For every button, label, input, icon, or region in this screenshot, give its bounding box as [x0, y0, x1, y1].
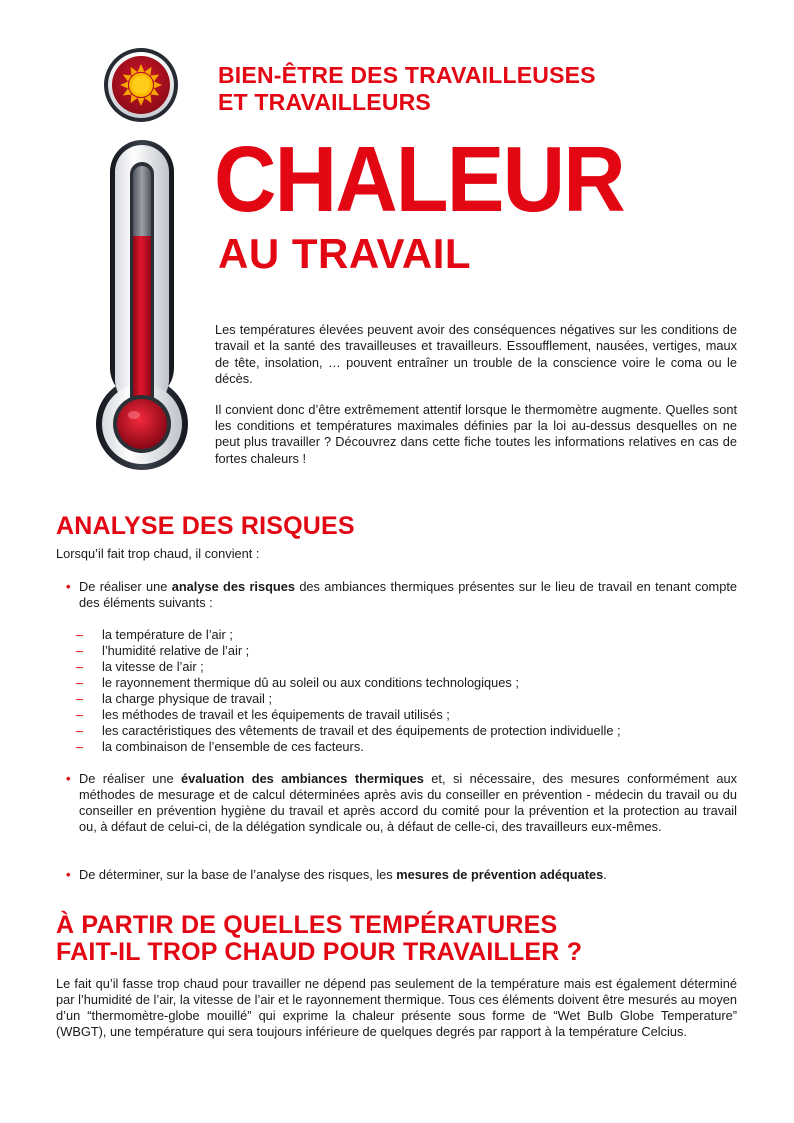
- kicker-line-2: ET TRAVAILLEURS: [218, 89, 431, 115]
- bullet-text-before: De réaliser une: [79, 771, 182, 786]
- list-item-text: la combinaison de l’ensemble de ces facteurs.: [102, 739, 364, 754]
- page-title: CHALEUR: [214, 127, 624, 231]
- bullet-text-after: .: [603, 867, 607, 882]
- bullet-text-before: De déterminer, sur la base de l’analyse des risques, les: [79, 867, 397, 882]
- section-lead: Lorsqu’il fait trop chaud, il convient :: [56, 546, 260, 561]
- bullet-mesures-prevention: [66, 867, 737, 883]
- dash-marker: –: [76, 691, 84, 706]
- list-item-text: la vitesse de l’air ;: [102, 659, 204, 674]
- list-item: [76, 659, 736, 675]
- list-item: [76, 643, 736, 659]
- list-item-text: la charge physique de travail ;: [102, 691, 273, 706]
- kicker-line-1: BIEN-ÊTRE DES TRAVAILLEUSES: [218, 62, 596, 88]
- intro-paragraph-1: Les températures élevées peuvent avoir des conséquences négatives sur les conditions de travail et la santé des travailleuses et travailleurs. Essoufflement, nausées, vertiges, maux de tête, insolation, … pouvent entraîner un trouble de la conscience voire le coma ou le décès.: [215, 322, 737, 387]
- bullet-text: [79, 771, 737, 835]
- bullet-marker: •: [66, 579, 71, 594]
- dash-marker: –: [76, 627, 84, 642]
- section-heading-risques: ANALYSE DES RISQUES: [56, 512, 355, 540]
- list-item: [76, 723, 736, 739]
- bullet-text: [79, 867, 737, 883]
- header-kicker: [218, 62, 596, 116]
- factors-list: [76, 627, 736, 755]
- bullet-analyse-risques: [66, 579, 737, 611]
- bullet-text: [79, 579, 737, 611]
- list-item-text: la température de l’air ;: [102, 627, 233, 642]
- list-item: [76, 739, 736, 755]
- list-item: [76, 707, 736, 723]
- bullet-text-bold: analyse des risques: [171, 579, 295, 594]
- heading-line-1: À PARTIR DE QUELLES TEMPÉRATURES: [56, 911, 558, 939]
- section-paragraph: Le fait qu’il fasse trop chaud pour travailler ne dépend pas seulement de la température mais est également déterminé par l’humidité de l’air, la vitesse de l’air et le rayonnement thermique. Tous ces éléments doivent être mesurés au moyen d’un “thermomètre-globe mouillé” qui exprime la chaleur présente sous forme de “Wet Bulb Globe Temperature” (WBGT), une température qui sera toujours inférieure de quelques degrés par rapport à la température Celcius.: [56, 976, 737, 1039]
- intro-paragraph-2: Il convient donc d’être extrêmement attentif lorsque le thermomètre augmente. Quelles sont les conditions et températures maximales définies par la loi au-dessus desquelles on ne peut plus travailler ? Découvrez dans cette fiche toutes les informations relatives en cas de fortes chaleurs !: [215, 401, 737, 466]
- bullet-text-after: des ambiances thermiques présentes sur le lieu de travail en tenant compte des éléments suivants :: [79, 579, 737, 610]
- bullet-marker: •: [66, 771, 71, 786]
- dash-marker: –: [76, 643, 84, 658]
- bullet-text-bold: mesures de prévention adéquates: [396, 867, 604, 882]
- list-item-text: les méthodes de travail et les équipements de travail utilisés ;: [102, 707, 450, 722]
- bullet-text-bold: évaluation des ambiances thermiques: [181, 771, 424, 786]
- dash-marker: –: [76, 659, 84, 674]
- list-item-text: les caractéristiques des vêtements de travail et des équipements de protection individuelle ;: [102, 723, 621, 738]
- list-item-text: l’humidité relative de l’air ;: [102, 643, 250, 658]
- list-item: [76, 627, 736, 643]
- intro-text: [215, 322, 737, 481]
- list-item: [76, 691, 736, 707]
- sun-icon: [103, 47, 179, 123]
- list-item-text: le rayonnement thermique dû au soleil ou aux conditions technologiques ;: [102, 675, 519, 690]
- bullet-evaluation-ambiances: [66, 771, 737, 835]
- dash-marker: –: [76, 675, 84, 690]
- thermometer-icon: [96, 140, 188, 472]
- section-heading-temperatures: [56, 912, 582, 966]
- dash-marker: –: [76, 739, 84, 754]
- dash-marker: –: [76, 723, 84, 738]
- bullet-text-after: et, si nécessaire, des mesures conformément aux méthodes de mesurage et de calcul déterminées après avis du conseiller en prévention - médecin du travail ou du conseiller en prévention hygiène du travail et après accord du comité pour la prévention et la protection au travail ou, à défaut de celui-ci, de la délégation syndicale ou, à défaut de celle-ci, des travailleurs eux-mêmes.: [79, 771, 737, 834]
- bullet-text-before: De réaliser une: [79, 579, 172, 594]
- page-subtitle: AU TRAVAIL: [218, 230, 472, 277]
- bullet-marker: •: [66, 867, 71, 882]
- list-item: [76, 675, 736, 691]
- heading-line-2: FAIT-IL TROP CHAUD POUR TRAVAILLER ?: [56, 938, 583, 966]
- dash-marker: –: [76, 707, 84, 722]
